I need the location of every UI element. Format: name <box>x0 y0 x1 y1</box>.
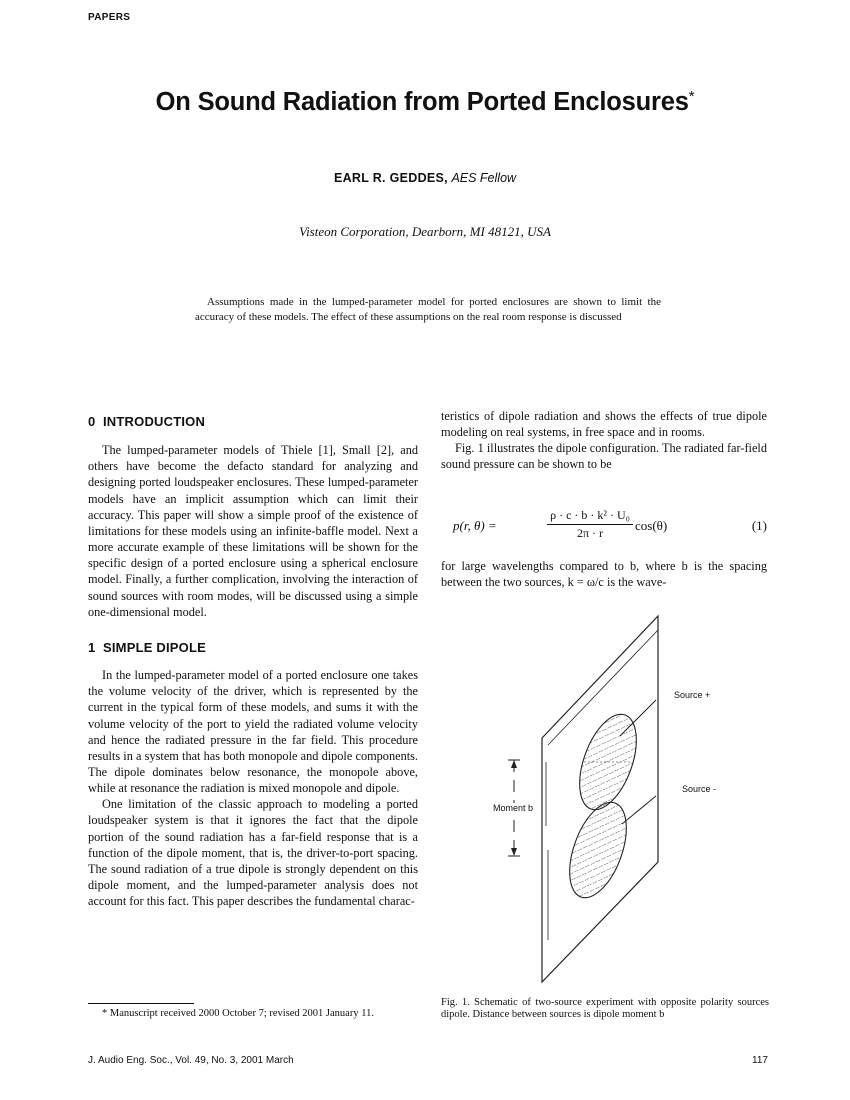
right-column-top <box>441 408 767 473</box>
paragraph: One limitation of the classic approach to modeling a ported loudspeaker system is that it ignores the fact that the dipole portion of the sound radiation has a far-field response that is a function of the dipole moment, that is, the driver-to-port spacing. The sound radiation of a true dipole is strongly dependent on this dipole moment, and the lumped-parameter analysis does not account for this fact. This paper describes the fundamental charac- <box>88 797 418 909</box>
left-column <box>88 414 418 909</box>
figure-1 <box>470 610 790 995</box>
page-number: 117 <box>752 1055 768 1066</box>
title-text: On Sound Radiation from Ported Enclosures <box>155 88 689 116</box>
equation-fraction <box>547 508 633 541</box>
abstract: Assumptions made in the lumped-parameter model for ported enclosures are shown to limit the accuracy of these models. The effect of these assumptions on the real room response is discussed <box>195 296 661 323</box>
journal-reference: J. Audio Eng. Soc., Vol. 49, No. 3, 2001 March <box>88 1055 294 1066</box>
section-tag: PAPERS <box>88 12 131 23</box>
paragraph: The lumped-parameter models of Thiele [1], Small [2], and others have become the defacto standard for analyzing and designing ported loudspeaker enclosures. These lumped-parameter models have an implicit assumption which can limit their accuracy. This paper will show a simple proof of the existence of limitations for these models using an infinite-baffle model. Next a more accurate example of these limitations will be shown for the specific design of a ported enclosure using a spherical enclosure model. Finally, a further complication, involving the interaction of sound sources with room modes, will be discussed using a simple one-dimensional model. <box>88 443 418 619</box>
footnote-rule <box>88 1003 194 1004</box>
title-footnote-mark: * <box>688 88 695 105</box>
equation-lhs: p(r, θ) = <box>453 518 497 533</box>
paragraph: teristics of dipole radiation and shows the effects of true dipole modeling on real systems, in free space and in rooms. <box>441 409 767 440</box>
author-role: AES Fellow <box>451 171 517 185</box>
label-source-minus: Source - <box>682 784 717 794</box>
affiliation: Visteon Corporation, Dearborn, MI 48121, USA <box>299 224 551 239</box>
section-number: 0 <box>88 414 96 429</box>
source-minus <box>558 795 637 905</box>
paper-title <box>0 88 850 117</box>
equation-tail: cos(θ) <box>635 518 668 533</box>
equation-1 <box>441 508 767 550</box>
section-title: INTRODUCTION <box>103 414 206 429</box>
label-source-plus: Source + <box>674 690 711 700</box>
author-line <box>0 171 850 185</box>
label-moment: Moment b <box>493 803 534 813</box>
source-plus <box>568 707 647 817</box>
section-title: SIMPLE DIPOLE <box>103 639 207 655</box>
paragraph: for large wavelengths compared to b, where b is the spacing between the two sources, k = ω/c is the wave- <box>441 559 767 590</box>
section-number: 1 <box>88 639 96 655</box>
section-heading-simple-dipole <box>88 640 418 656</box>
equation-number: (1) <box>751 518 767 533</box>
section-heading-introduction <box>88 414 418 430</box>
paragraph: In the lumped-parameter model of a ported enclosure one takes the volume velocity of the driver, which is represented by the current in the typical form of these models, and sums it with the volume velocity of the port to yield the radiated volume velocity and hence the radiated pressure in the far field. This procedure results in a system that has both monopole and dipole components. The dipole dominates below resonance, the monopole above, while at resonance the radiation is mixed monopole and dipole. <box>88 668 418 796</box>
right-column-continued <box>441 558 767 590</box>
footnote: * Manuscript received 2000 October 7; revised 2001 January 11. <box>102 1008 374 1019</box>
equation-denominator: 2π · r <box>576 526 604 540</box>
dipole-schematic <box>470 610 790 990</box>
leader-minus <box>622 796 656 824</box>
equation-numerator: ρ · c · b · k² · U₀ <box>547 508 633 525</box>
author-name: EARL R. GEDDES, <box>333 171 448 185</box>
figure-caption: Fig. 1. Schematic of two-source experiment with opposite polarity sources dipole. Distance between sources is dipole moment b <box>441 997 769 1021</box>
paragraph: Fig. 1 illustrates the dipole configuration. The radiated far-field sound pressure can be shown to be <box>441 441 767 472</box>
